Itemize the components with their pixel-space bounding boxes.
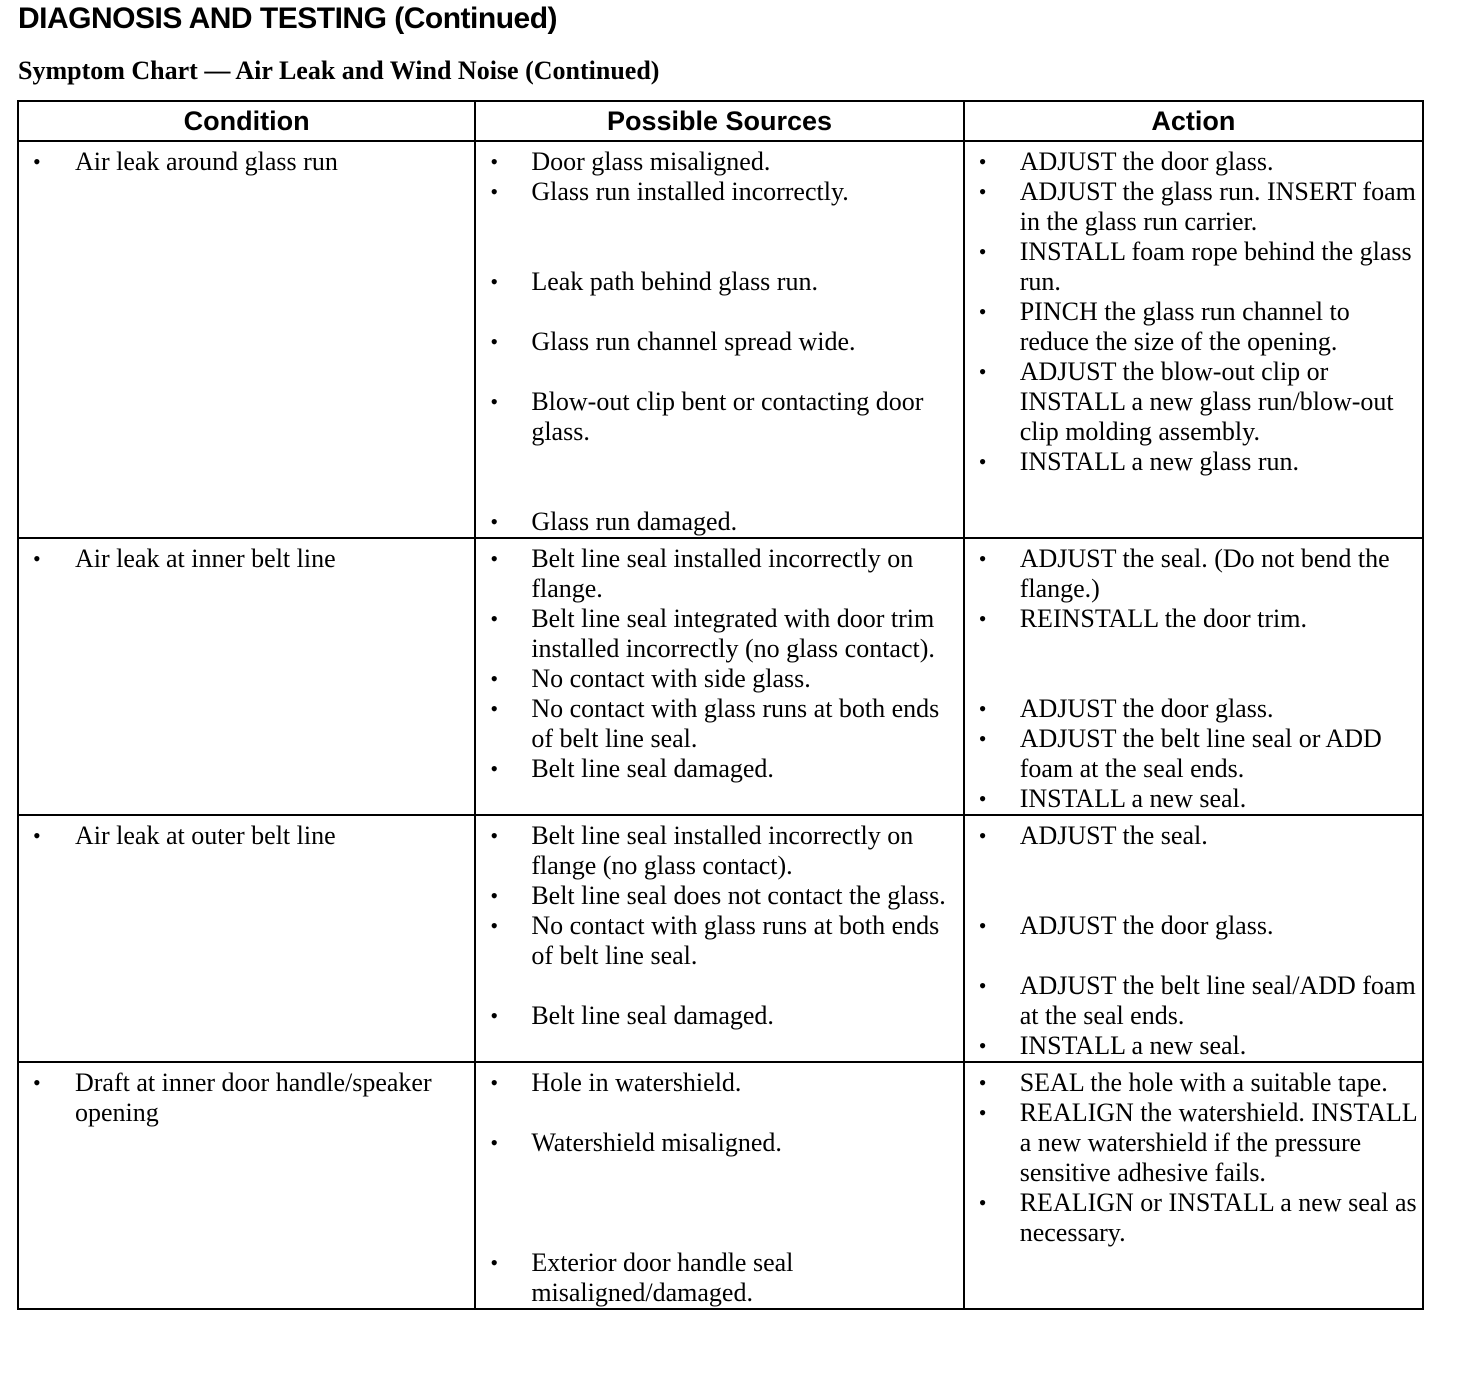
source-text: Glass run installed incorrectly. — [531, 177, 849, 206]
action-item — [965, 297, 1422, 357]
action-item — [965, 1098, 1422, 1188]
source-item — [476, 267, 962, 297]
condition-cell — [18, 1062, 475, 1309]
bullet-icon: • — [978, 786, 987, 811]
condition-text: Draft at inner door handle/speaker opening — [75, 1068, 432, 1127]
action-text: ADJUST the belt line seal or ADD foam at the seal ends. — [1019, 724, 1382, 783]
action-text: PINCH the glass run channel to reduce the size of the opening. — [1019, 297, 1350, 356]
sources-cell — [475, 538, 963, 815]
actions-cell — [964, 538, 1423, 815]
condition-text: Air leak around glass run — [75, 147, 338, 176]
action-text: REALIGN the watershield. INSTALL a new watershield if the pressure sensitive adhesive fails. — [1019, 1098, 1417, 1187]
page-heading: DIAGNOSIS AND TESTING (Continued) — [18, 2, 558, 35]
source-item — [476, 1068, 962, 1098]
source-item — [476, 881, 962, 911]
condition-cell — [18, 141, 475, 538]
action-item — [965, 1068, 1422, 1098]
bullet-icon: • — [978, 149, 987, 174]
column-header-action: Action — [964, 101, 1423, 141]
action-item — [965, 694, 1422, 724]
action-item — [965, 604, 1422, 634]
source-text: No contact with glass runs at both ends of belt line seal. — [531, 911, 940, 970]
bullet-icon: • — [978, 359, 987, 384]
bullet-icon: • — [978, 449, 987, 474]
action-item — [965, 1188, 1422, 1248]
bullet-icon: • — [490, 883, 499, 908]
source-item — [476, 911, 962, 971]
bullet-icon: • — [490, 1003, 499, 1028]
source-text: Belt line seal damaged. — [531, 754, 774, 783]
source-text: Glass run damaged. — [531, 507, 738, 536]
condition-cell — [18, 538, 475, 815]
source-text: No contact with side glass. — [531, 664, 811, 693]
source-item — [476, 544, 962, 604]
bullet-icon: • — [33, 823, 41, 848]
condition-item — [19, 1068, 474, 1128]
bullet-icon: • — [33, 546, 41, 571]
actions-cell — [964, 815, 1423, 1062]
bullet-icon: • — [490, 1250, 499, 1275]
action-text: SEAL the hole with a suitable tape. — [1019, 1068, 1388, 1097]
bullet-icon: • — [978, 696, 987, 721]
source-text: Leak path behind glass run. — [531, 267, 818, 296]
action-item — [965, 911, 1422, 941]
bullet-icon: • — [978, 973, 987, 998]
action-item — [965, 237, 1422, 297]
actions-cell — [964, 141, 1423, 538]
action-text: ADJUST the belt line seal/ADD foam at the seal ends. — [1019, 971, 1416, 1030]
action-item — [965, 1031, 1422, 1061]
action-item — [965, 177, 1422, 237]
table-row — [18, 1062, 1423, 1309]
source-text: Exterior door handle seal misaligned/damaged. — [531, 1248, 794, 1307]
action-text: ADJUST the door glass. — [1019, 694, 1274, 723]
action-text: REALIGN or INSTALL a new seal as necessary. — [1019, 1188, 1417, 1247]
bullet-icon: • — [978, 1033, 987, 1058]
action-text: ADJUST the door glass. — [1019, 911, 1274, 940]
action-text: INSTALL foam rope behind the glass run. — [1019, 237, 1412, 296]
bullet-icon: • — [978, 239, 987, 264]
sources-cell — [475, 815, 963, 1062]
source-text: Belt line seal installed incorrectly on flange (no glass contact). — [531, 821, 914, 880]
bullet-icon: • — [978, 823, 987, 848]
condition-item — [19, 147, 474, 177]
action-text: REINSTALL the door trim. — [1019, 604, 1307, 633]
bullet-icon: • — [490, 823, 499, 848]
sources-cell — [475, 1062, 963, 1309]
bullet-icon: • — [490, 509, 499, 534]
source-text: Hole in watershield. — [531, 1068, 742, 1097]
action-text: ADJUST the seal. (Do not bend the flange.) — [1019, 544, 1390, 603]
column-header-condition: Condition — [18, 101, 475, 141]
source-item — [476, 604, 962, 664]
bullet-icon: • — [33, 1070, 41, 1095]
action-text: ADJUST the door glass. — [1019, 147, 1274, 176]
action-text: INSTALL a new glass run. — [1019, 447, 1300, 476]
action-text: ADJUST the seal. — [1019, 821, 1208, 850]
actions-cell — [964, 1062, 1423, 1309]
bullet-icon: • — [490, 913, 499, 938]
action-item — [965, 821, 1422, 851]
table-row — [18, 815, 1423, 1062]
bullet-icon: • — [978, 1070, 987, 1095]
source-item — [476, 1001, 962, 1031]
bullet-icon: • — [490, 389, 499, 414]
bullet-icon: • — [490, 606, 499, 631]
action-item — [965, 447, 1422, 477]
source-text: Belt line seal integrated with door trim installed incorrectly (no glass contact). — [531, 604, 935, 663]
source-text: Belt line seal does not contact the glass. — [531, 881, 946, 910]
bullet-icon: • — [978, 1190, 987, 1215]
action-item — [965, 147, 1422, 177]
bullet-icon: • — [490, 329, 499, 354]
source-text: Belt line seal installed incorrectly on flange. — [531, 544, 914, 603]
bullet-icon: • — [490, 666, 499, 691]
bullet-icon: • — [978, 546, 987, 571]
bullet-icon: • — [490, 756, 499, 781]
condition-text: Air leak at outer belt line — [75, 821, 336, 850]
bullet-icon: • — [978, 606, 987, 631]
condition-text: Air leak at inner belt line — [75, 544, 336, 573]
source-item — [476, 664, 962, 694]
sources-cell — [475, 141, 963, 538]
bullet-icon: • — [490, 149, 499, 174]
bullet-icon: • — [978, 913, 987, 938]
bullet-icon: • — [490, 179, 499, 204]
source-text: Blow-out clip bent or contacting door glass. — [531, 387, 924, 446]
source-item — [476, 147, 962, 177]
bullet-icon: • — [978, 1100, 987, 1125]
source-text: Door glass misaligned. — [531, 147, 771, 176]
source-item — [476, 694, 962, 754]
source-item — [476, 327, 962, 357]
condition-item — [19, 544, 474, 574]
bullet-icon: • — [978, 179, 987, 204]
symptom-chart-table — [17, 100, 1424, 1310]
source-item — [476, 387, 962, 447]
bullet-icon: • — [33, 149, 41, 174]
chart-title: Symptom Chart — Air Leak and Wind Noise (Continued) — [18, 56, 660, 85]
action-item — [965, 544, 1422, 604]
source-item — [476, 821, 962, 881]
source-item — [476, 507, 962, 537]
header-row — [18, 101, 1423, 141]
source-item — [476, 177, 962, 207]
action-item — [965, 971, 1422, 1031]
source-text: Belt line seal damaged. — [531, 1001, 774, 1030]
source-item — [476, 1248, 962, 1308]
source-item — [476, 1128, 962, 1158]
source-text: Watershield misaligned. — [531, 1128, 782, 1157]
action-item — [965, 357, 1422, 447]
action-item — [965, 724, 1422, 784]
column-header-possible-sources: Possible Sources — [475, 101, 963, 141]
bullet-icon: • — [490, 1070, 499, 1095]
action-text: INSTALL a new seal. — [1019, 1031, 1247, 1060]
bullet-icon: • — [978, 299, 987, 324]
source-text: No contact with glass runs at both ends of belt line seal. — [531, 694, 940, 753]
action-text: INSTALL a new seal. — [1019, 784, 1247, 813]
action-text: ADJUST the glass run. INSERT foam in the glass run carrier. — [1019, 177, 1416, 236]
table-row — [18, 141, 1423, 538]
condition-item — [19, 821, 474, 851]
table-row — [18, 538, 1423, 815]
action-item — [965, 784, 1422, 814]
source-item — [476, 754, 962, 784]
bullet-icon: • — [490, 696, 499, 721]
source-text: Glass run channel spread wide. — [531, 327, 856, 356]
condition-cell — [18, 815, 475, 1062]
action-text: ADJUST the blow-out clip or INSTALL a new glass run/blow-out clip molding assembly. — [1019, 357, 1394, 446]
bullet-icon: • — [490, 1130, 499, 1155]
bullet-icon: • — [490, 546, 499, 571]
bullet-icon: • — [490, 269, 499, 294]
bullet-icon: • — [978, 726, 987, 751]
